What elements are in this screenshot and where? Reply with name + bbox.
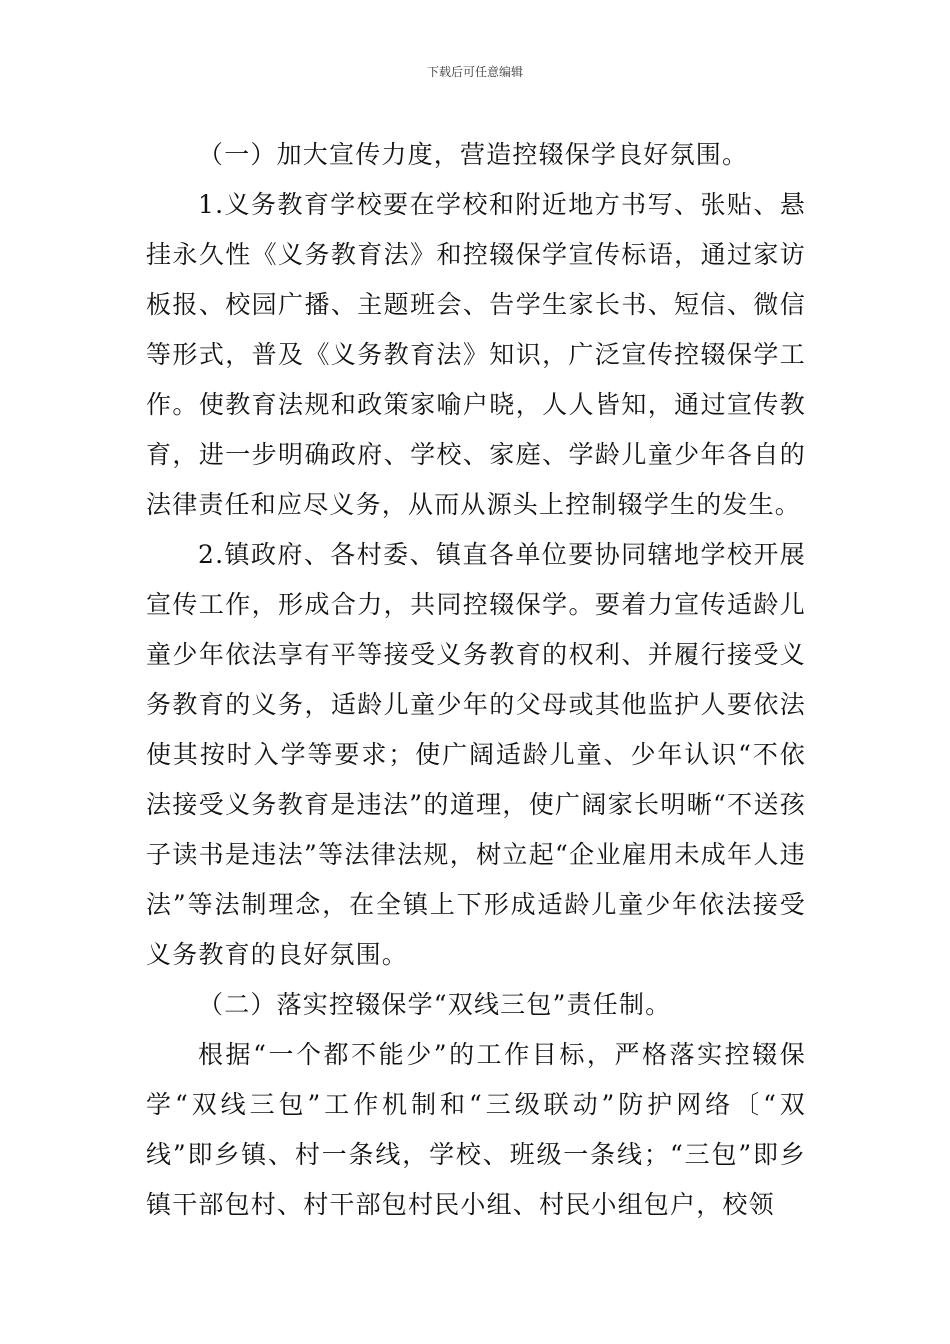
section-heading-1: （一）加大宣传力度，营造控辍保学良好氛围。	[198, 140, 749, 169]
document-body	[146, 130, 806, 1230]
section-heading-2: （二）落实控辍保学“双线三包”责任制。	[198, 990, 672, 1019]
paragraph-1-1: 1.义务教育学校要在学校和附近地方书写、张贴、悬挂永久性《义务教育法》和控辍保学宣传标语，通过家访板报、校园广播、主题班会、告学生家长书、短信、微信等形式，普及《义务教育法》知识，广泛宣传控辍保学工作。使教育法规和政策家喻户晓，人人皆知，通过宣传教育，进一步明确政府、学校、家庭、学龄儿童少年各自的法律责任和应尽义务，从而从源头上控制辍学生的发生。	[146, 190, 806, 519]
paragraph-1-2: 2.镇政府、各村委、镇直各单位要协同辖地学校开展宣传工作，形成合力，共同控辍保学。要着力宣传适龄儿童少年依法享有平等接受义务教育的权利、并履行接受义务教育的义务，适龄儿童少年的父母或其他监护人要依法使其按时入学等要求；使广阔适龄儿童、少年认识“不依法接受义务教育是违法”的道理，使广阔家长明晰“不送孩子读书是违法”等法律法规，树立起“企业雇用未成年人违法”等法制理念，在全镇上下形成适龄儿童少年依法接受义务教育的良好氛围。	[146, 540, 806, 969]
paragraph-2-1: 根据“一个都不能少”的工作目标，严格落实控辍保学“双线三包”工作机制和“三级联动”防护网络〔“双线”即乡镇、村一条线，学校、班级一条线；“三包”即乡镇干部包村、村干部包村民小组、村民小组包户，校领	[146, 1040, 806, 1219]
page-header-note: 下载后可任意编辑	[426, 65, 523, 79]
